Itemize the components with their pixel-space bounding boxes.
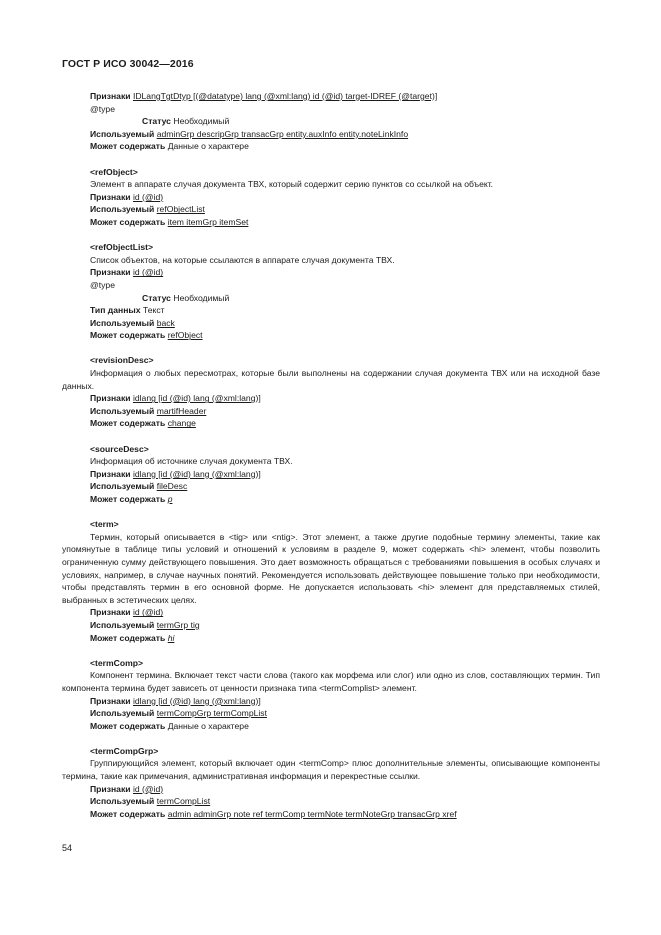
element-tag: <refObjectList> — [90, 242, 154, 253]
may-contain-label: Может содержать — [90, 418, 166, 429]
element-description: Информация о любых пересмотрах, которые были выполнены на содержании случая документа ТВХ или на исходной базе данных. — [62, 368, 600, 391]
attributes-line — [62, 266, 600, 279]
section-termcomp — [62, 657, 600, 733]
used-by-line — [62, 203, 600, 216]
data-type-line — [62, 304, 600, 317]
may-contain-value: Данные о характере — [167, 720, 249, 731]
attributes-line — [62, 695, 600, 708]
page-number: 54 — [62, 843, 73, 853]
used-by-line — [62, 707, 600, 720]
used-by-label: Используемый — [90, 619, 155, 630]
attributes-label: Признаки — [90, 393, 131, 404]
attributes-label: Признаки — [90, 468, 131, 479]
section-refobject — [62, 166, 600, 229]
may-contain-label: Может содержать — [90, 330, 166, 341]
used-by-value[interactable]: adminGrp descripGrp transacGrp entity.auxInfo entity.noteLinkInfo — [156, 128, 409, 139]
used-by-label: Используемый — [90, 481, 155, 492]
may-contain-value: Данные о характере — [167, 141, 249, 152]
attributes-line — [62, 191, 600, 204]
status-line — [62, 115, 600, 128]
may-contain-line — [62, 140, 600, 153]
attributes-label: Признаки — [90, 191, 131, 202]
used-by-line — [62, 128, 600, 141]
attributes-value[interactable]: id (@id) — [132, 191, 164, 202]
may-contain-label: Может содержать — [90, 632, 166, 643]
may-contain-value[interactable]: hi — [167, 632, 175, 643]
element-tag: <revisionDesc> — [90, 355, 154, 366]
may-contain-value[interactable]: item itemGrp itemSet — [167, 216, 249, 227]
data-type-label: Тип данных — [90, 305, 141, 316]
attributes-value[interactable]: idlang [id (@id) lang (@xml:lang)] — [132, 695, 261, 706]
used-by-line — [62, 795, 600, 808]
attributes-line — [62, 783, 600, 796]
element-description: Компонент термина. Включает текст части слова (такого как морфема или слог) или одно из слов, составляющих термин. Тип компонента термина будет зависеть от ценности признака типа <termComplist> элемент. — [62, 670, 600, 693]
used-by-label: Используемый — [90, 204, 155, 215]
attributes-line — [62, 606, 600, 619]
used-by-value[interactable]: martifHeader — [156, 405, 207, 416]
attributes-line — [62, 392, 600, 405]
may-contain-line — [62, 493, 600, 506]
may-contain-label: Может содержать — [90, 216, 166, 227]
may-contain-label: Может содержать — [90, 494, 166, 504]
used-by-label: Используемый — [90, 317, 155, 328]
attributes-label: Признаки — [90, 695, 131, 706]
used-by-value[interactable]: fileDesc — [156, 481, 188, 492]
status-value: Необходимый — [173, 292, 230, 303]
element-description: Список объектов, на которые ссылаются в аппарате случая документа ТВХ. — [90, 254, 395, 265]
may-contain-line — [62, 808, 600, 821]
may-contain-label: Может содержать — [90, 720, 166, 731]
attributes-value[interactable]: IDLangTgtDtyp [(@datatype) lang (@xml:lang) id (@id) target-IDREF (@target)] — [132, 91, 438, 101]
status-line — [62, 292, 600, 305]
may-contain-line — [62, 632, 600, 645]
attributes-label: Признаки — [90, 267, 131, 278]
used-by-line — [62, 405, 600, 418]
element-tag: <refObject> — [90, 166, 138, 177]
attributes-value[interactable]: id (@id) — [132, 267, 164, 278]
attributes-label: Признаки — [90, 607, 131, 618]
may-contain-value[interactable]: admin adminGrp note ref termComp termNote termNoteGrp transacGrp xref — [167, 808, 457, 819]
used-by-line — [62, 317, 600, 330]
used-by-label: Используемый — [90, 128, 155, 139]
attributes-label: Признаки — [90, 783, 131, 794]
used-by-line — [62, 480, 600, 493]
data-type-value: Текст — [142, 305, 165, 316]
section-termcompgrp — [62, 745, 600, 821]
may-contain-line — [62, 216, 600, 229]
status-label: Статус — [142, 116, 171, 127]
attributes-value[interactable]: idlang [id (@id) lang (@xml:lang)] — [132, 393, 261, 404]
may-contain-line — [62, 329, 600, 342]
used-by-label: Используемый — [90, 405, 155, 416]
page-header: ГОСТ Р ИСО 30042—2016 — [62, 58, 194, 70]
used-by-line — [62, 619, 600, 632]
may-contain-label: Может содержать — [90, 808, 166, 819]
may-contain-label: Может содержать — [90, 141, 166, 152]
attributes-value[interactable]: id (@id) — [132, 783, 164, 794]
used-by-value[interactable]: termGrp tig — [156, 619, 200, 630]
section-revisiondesc — [62, 354, 600, 430]
attribute-name: @type — [90, 279, 115, 290]
attributes-label: Признаки — [90, 91, 131, 101]
status-label: Статус — [142, 292, 171, 303]
attributes-line — [62, 468, 600, 481]
used-by-value[interactable]: back — [156, 317, 175, 328]
status-value: Необходимый — [173, 116, 230, 127]
section-refobjectlist — [62, 241, 600, 342]
section-top — [62, 90, 600, 153]
attributes-line — [62, 90, 600, 103]
used-by-label: Используемый — [90, 708, 155, 719]
element-tag: <sourceDesc> — [90, 443, 149, 454]
used-by-value[interactable]: termCompList — [156, 796, 211, 807]
attribute-name: @type — [90, 103, 115, 114]
attributes-value[interactable]: id (@id) — [132, 607, 164, 618]
element-tag: <termComp> — [90, 657, 144, 668]
page-content — [62, 90, 600, 820]
may-contain-value[interactable]: p — [167, 494, 173, 504]
used-by-value[interactable]: termCompGrp termCompList — [156, 708, 267, 719]
used-by-label: Используемый — [90, 796, 155, 807]
may-contain-line — [62, 720, 600, 733]
element-tag: <term> — [90, 519, 119, 530]
element-description: Термин, который описывается в <tig> или <ntig>. Этот элемент, а также другие подобные термину элементы, такие как упомянутые в таблице типы условий и отношений к условиям в разделе 9, может содержать <hi> элемент, чтобы позволить ограниченную сумму действующего повышения. Это дает возможность обращаться с требованиями повышения в особых случаях и условиях, например, в случае научных понятий. Рекомендуется использовать действующее повышение только при необходимости, чтобы представлять термин в его основной форме. Не допускается использовать <hi> элемент для представляемых стилей, выбранных в эстетических целях. — [62, 531, 600, 605]
element-description: Группирующийся элемент, который включает один <termComp> плюс дополнительные элементы, описывающие компоненты термина, такие как примечания, административная информация и перекрестные ссылки. — [62, 758, 600, 782]
element-description: Элемент в аппарате случая документа ТВХ, который содержит серию пунктов со ссылкой на объект. — [90, 179, 494, 190]
section-term — [62, 518, 600, 644]
may-contain-line — [62, 417, 600, 430]
may-contain-value[interactable]: change — [167, 418, 196, 429]
section-sourcedesc — [62, 443, 600, 506]
may-contain-value[interactable]: refObject — [167, 330, 203, 341]
element-tag: <termCompGrp> — [90, 745, 159, 756]
used-by-value[interactable]: refObjectList — [156, 204, 205, 215]
element-description: Информация об источнике случая документа ТВХ. — [90, 456, 293, 467]
attributes-value[interactable]: idlang [id (@id) lang (@xml:lang)] — [132, 468, 261, 479]
